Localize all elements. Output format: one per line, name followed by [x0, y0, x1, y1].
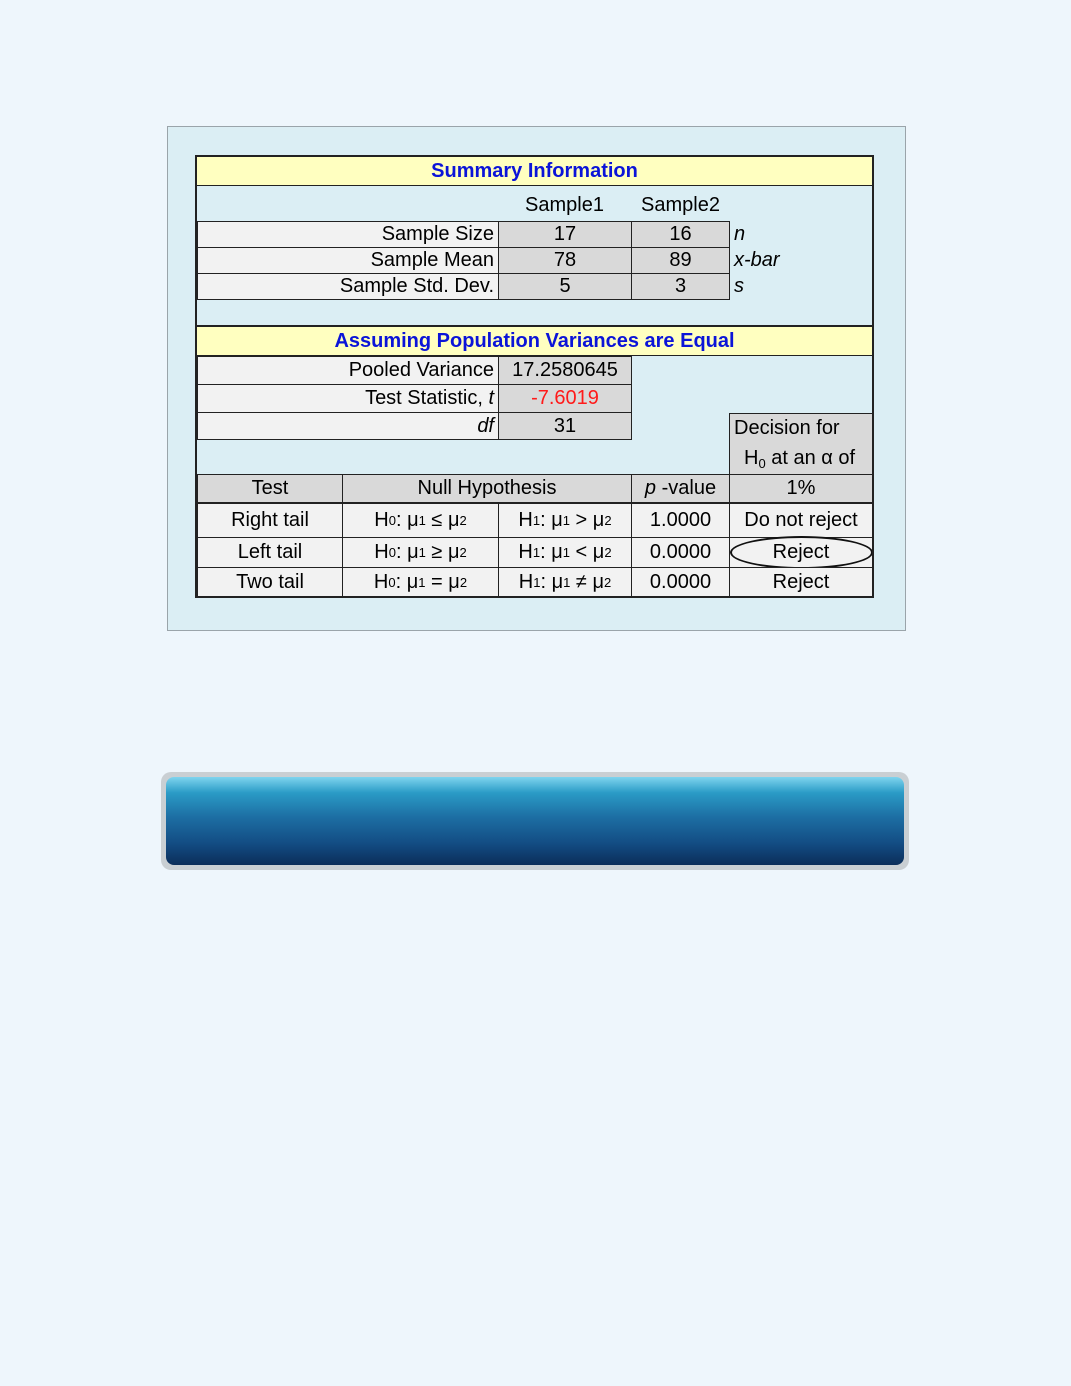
pooled-variance-label: Pooled Variance [197, 356, 499, 385]
tests-block-border [195, 325, 874, 598]
summary-block-border [195, 155, 874, 326]
sample-size-2: 16 [631, 221, 730, 248]
sample-mean-2: 89 [631, 247, 730, 274]
sample-size-symbol: n [734, 223, 746, 245]
banner-bar [161, 772, 909, 870]
p-two: 0.0000 [631, 567, 730, 597]
h0-left: H 0 : μ 1 ≥ μ 2 [342, 537, 499, 568]
decision-left: Reject [729, 537, 873, 568]
decision-line1: Decision for [734, 417, 840, 440]
h1-two: H 1 : μ 1 ≠ μ 2 [498, 567, 632, 597]
df-label: df [197, 412, 499, 440]
sample-size-1: 17 [498, 221, 632, 248]
null-hypothesis-header: Null Hypothesis [342, 474, 632, 503]
test-row-left-name: Left tail [197, 537, 343, 568]
equal-variances-title: Assuming Population Variances are Equal [196, 326, 873, 356]
sample-sd-1: 5 [498, 273, 632, 300]
test-row-two-name: Two tail [197, 567, 343, 597]
p-right: 1.0000 [631, 503, 730, 538]
summary-title: Summary Information [196, 156, 873, 186]
sample-sd-label: Sample Std. Dev. [197, 273, 499, 300]
p-left: 0.0000 [631, 537, 730, 568]
test-col-header: Test [197, 474, 343, 503]
sample-sd-2: 3 [631, 273, 730, 300]
sample-mean-1: 78 [498, 247, 632, 274]
sample-mean-label: Sample Mean [197, 247, 499, 274]
alpha-header: 1% [729, 474, 873, 503]
banner-gradient [166, 777, 904, 865]
sample-size-label: Sample Size [197, 221, 499, 248]
sample2-header: Sample2 [641, 193, 720, 216]
test-statistic-value: -7.6019 [498, 384, 632, 413]
sample-sd-symbol: s [734, 275, 744, 297]
test-row-right-name: Right tail [197, 503, 343, 538]
sample1-header: Sample1 [525, 193, 604, 216]
h0-two: H 0 : μ 1 = μ 2 [342, 567, 499, 597]
decision-right: Do not reject [729, 503, 873, 538]
test-statistic-var: t [488, 387, 494, 409]
decision-line2: $H_0$ at an α of [744, 446, 856, 471]
sample-mean-symbol: x-bar [734, 249, 780, 271]
decision-two: Reject [729, 567, 873, 597]
pooled-variance-value: 17.2580645 [498, 356, 632, 385]
h1-right: H 1 : μ 1 > μ 2 [498, 503, 632, 538]
test-statistic-text: Test Statistic, [365, 387, 489, 409]
h1-left: H 1 : μ 1 < μ 2 [498, 537, 632, 568]
p-value-header: p -value [631, 474, 730, 503]
df-value: 31 [498, 412, 632, 440]
h0-right: H 0 : μ 1 ≤ μ 2 [342, 503, 499, 538]
